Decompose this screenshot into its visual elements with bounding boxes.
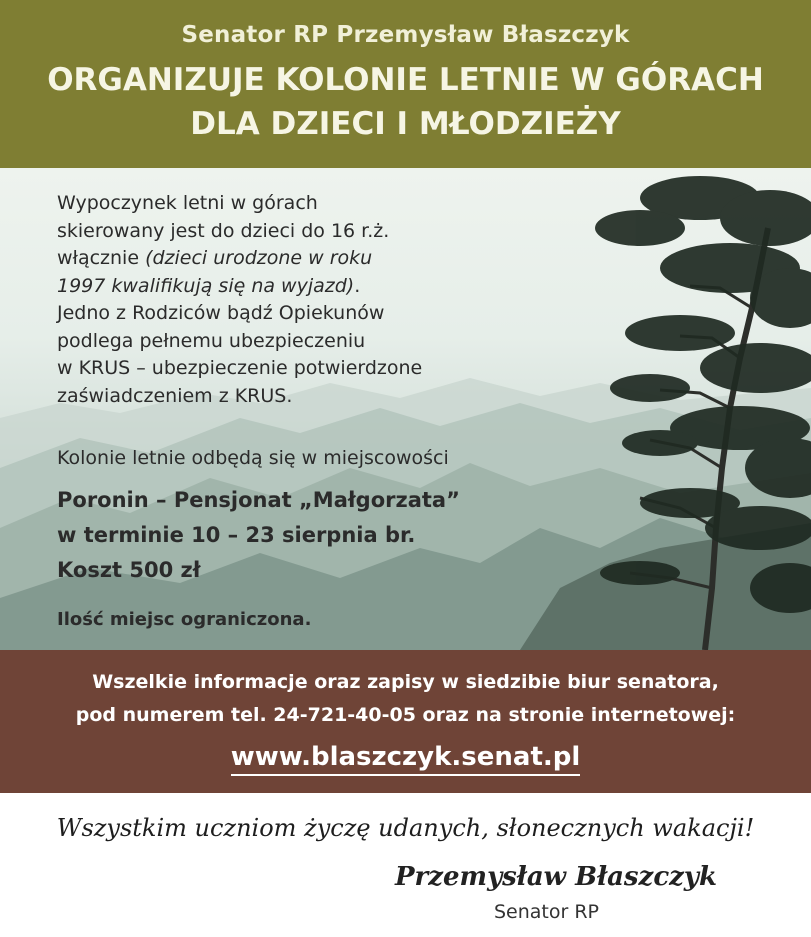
location-term: w terminie 10 – 23 sierpnia br. xyxy=(57,523,416,547)
info-line2: pod numerem tel. 24-721-40-05 oraz na stronie internetowej: xyxy=(75,704,736,726)
location-place: Poronin – Pensjonat „Małgorzata” xyxy=(57,488,460,512)
intro-line: skierowany jest do dzieci do 16 r.ż. xyxy=(57,219,390,242)
info-banner xyxy=(0,650,811,793)
header-banner xyxy=(0,0,811,168)
location-cost: Koszt 500 zł xyxy=(57,558,201,582)
header-title-line1: ORGANIZUJE KOLONIE LETNIE W GÓRACH xyxy=(47,62,764,98)
location-intro: Kolonie letnie odbędą się w miejscowości xyxy=(57,447,449,469)
intro-line xyxy=(57,245,577,273)
intro-line xyxy=(57,273,577,301)
intro-line: podlega pełnemu ubezpieczeniu xyxy=(57,329,366,352)
intro-line: Jedno z Rodziców bądź Opiekunów xyxy=(57,302,385,324)
info-line1: Wszelkie informacje oraz zapisy w siedzibie biur senatora, xyxy=(92,671,719,693)
intro-italic-text: 1997 kwalifikują się na wyjazd) xyxy=(57,274,355,297)
signature-role: Senator RP xyxy=(494,901,600,923)
intro-paragraph xyxy=(57,190,577,410)
intro-line: Wypoczynek letni w górach xyxy=(57,192,318,214)
places-limit: Ilość miejsc ograniczona. xyxy=(57,609,312,630)
wishes-text: Wszystkim uczniom życzę udanych, słonecznych wakacji! xyxy=(56,814,755,842)
header-title-line2: DLA DZIECI I MŁODZIEŻY xyxy=(190,106,621,142)
website-url[interactable]: www.blaszczyk.senat.pl xyxy=(231,742,581,776)
intro-line: w KRUS – ubezpieczenie potwierdzone xyxy=(57,357,423,379)
header-subtitle: Senator RP Przemysław Błaszczyk xyxy=(181,22,630,48)
signature-name: Przemysław Błaszczyk xyxy=(395,862,718,892)
website-link[interactable] xyxy=(0,742,811,772)
location-details xyxy=(57,483,460,588)
intro-italic-text: (dzieci urodzone w roku xyxy=(145,247,373,269)
intro-text: włącznie xyxy=(57,247,146,269)
intro-line: zaświadczeniem z KRUS. xyxy=(57,384,293,407)
intro-text: . xyxy=(354,274,361,297)
